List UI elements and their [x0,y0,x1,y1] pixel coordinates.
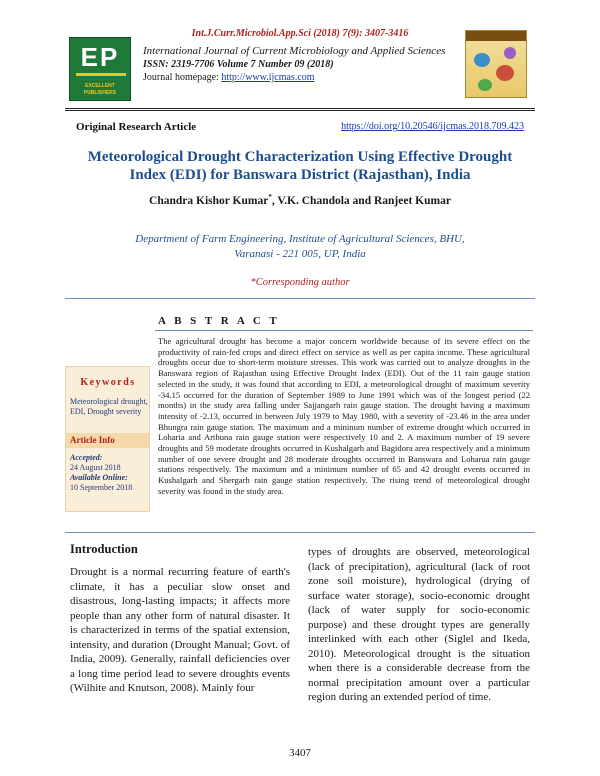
affiliation [80,232,520,262]
abstract-divider [155,330,533,331]
accepted-date: 24 August 2018 [70,463,121,472]
journal-info [143,44,463,84]
journal-issn: ISSN: 2319-7706 Volume 7 Number 09 (2018) [143,59,334,70]
doi-link[interactable]: https://doi.org/10.20546/ijcmas.2018.709.423 [341,121,524,132]
section-divider [65,532,535,533]
publisher-logo-stripe [76,73,126,76]
article-info-heading: Article Info [66,433,149,448]
introduction-column-left: Drought is a normal recurring feature of earth's climate, it has a peculiar slow onset and disastrous, long-lasting impacts; it affects more people than any other form of natural disaster. It is characterized in terms of the spatial extension, intensity, and duration (Drought Manual; Govt. of India, 2009). Generally, rainfall deficiencies over a long time period lead to severe droughts events (Wilhite and Knutson, 2008). Mainly four [70,566,290,694]
cover-graphic [478,79,492,91]
author-names-rest: , V.K. Chandola and Ranjeet Kumar [271,194,451,207]
homepage-label: Journal homepage: [143,72,222,83]
online-label: Available Online: [70,473,128,482]
running-head: Int.J.Curr.Microbiol.App.Sci (2018) 7(9): 3407-3416 [191,28,409,39]
section-divider [65,298,535,299]
article-dates [70,453,148,493]
keywords-list: Meteorological drought, EDI, Drought severity [70,397,148,416]
journal-name: International Journal of Current Microbiology and Applied Sciences [143,45,446,57]
publisher-logo-letters: EP [80,42,120,72]
cover-graphic [504,47,516,59]
online-date: 10 September 2018 [70,483,133,492]
affiliation-line: Varanasi - 221 005, UP, India [234,248,366,260]
article-type: Original Research Article [76,121,197,133]
header-divider [65,110,535,111]
header-divider [65,108,535,109]
accepted-label: Accepted: [70,453,103,462]
keywords-heading: Keywords [80,377,136,388]
corresponding-mark: * [268,193,272,201]
homepage-link[interactable]: http://www.ijcmas.com [221,72,315,83]
corresponding-author-note: *Corresponding author [250,277,350,288]
affiliation-line: Department of Farm Engineering, Institute of Agricultural Sciences, BHU, [135,233,465,245]
cover-band [466,31,526,41]
journal-homepage [143,71,463,84]
abstract-heading: A B S T R A C T [158,315,280,327]
author-name: Chandra Kishor Kumar [149,194,269,207]
publisher-logo-text: EXCELLENT PUBLISHERS [83,83,117,96]
article-sidebar [65,366,150,512]
page-number: 3407 [289,747,311,759]
publisher-logo [69,37,131,101]
article-title: Meteorological Drought Characterization Using Effective Drought Index (EDI) for Banswara District (Rajasthan), India [87,149,513,183]
cover-graphic [474,53,490,67]
cover-graphic [496,65,514,81]
journal-cover-image [465,30,527,98]
abstract-text: The agricultural drought has become a major concern worldwide because of its severe effect on the productivity of rain-fed crops and direct effect on service as well as per capita income. These agricultural droughts occur due to short-term moisture stresses. This work was carried out to analyze droughts in the Banswara region of Rajasthan using Effective Drought Index (EDI). Out of the 11 rain gauge station selected in the study, it was found that according to EDI, a meteorological drought of maximum severity -34.15 occurred for the duration of September 1989 to June 1991 which was of the longest period (22 months) in the study area falling under Sajjangarh rain gauge station. The drought having a maximum intensity of -2.13, occurred in between July 1979 to May 1980, with a severity of -23.46 in the area under Bhungra rain gauge station. The maximum and a mininum number of extreme drought which occurred in Loharia and Arthuna rain gauge station were respectively 10 and 2. A maximum number of 19 severe droughts and 59 moderate droughts occurred in Kushalgarh and Bagidora area respectively and a minimum number of one severe drought and 28 moderate droughts occurred in Banswara and Loharua rain gauge stations respectively. The maximum and a minimum number of 65 and 42 drought events occurred in Kushalgarh and Shergarh rain gauge station respectively. The rising trend of meteorological drought severity was found in the study area. [158,336,530,496]
introduction-column-right: types of droughts are observed, meteorological (lack of precipitation), agricultural (lack of root zone soil moisture), hydrological (drying of surface water storage), socio-economic drought (lack of water supply for socio-economic purpose) and these drought types are generally interlinked with each other (Siglel and Ikeda, 2010). Meteorological drought is the situation when there is a considerable decrease from the normal precipitation amount over a particular region during an extended period of time. [308,546,530,703]
author-list [70,193,530,207]
introduction-heading: Introduction [70,542,138,556]
